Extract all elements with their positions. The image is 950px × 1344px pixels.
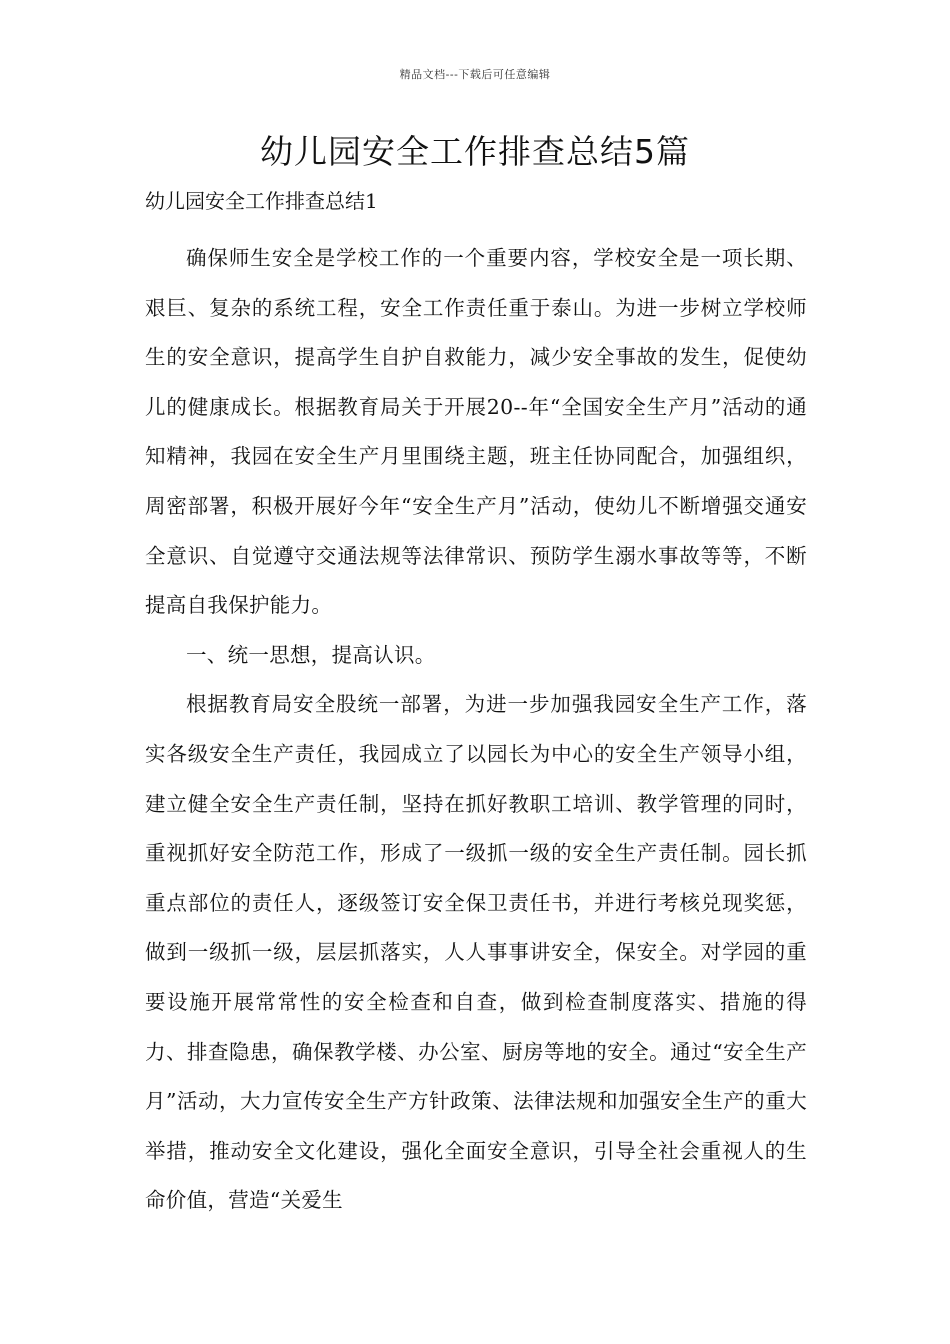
section-heading: 一、统一思想，提高认识。	[186, 642, 436, 667]
header-note: 精品文档---下载后可任意编辑	[399, 68, 551, 81]
document-title: 幼儿园安全工作排查总结5篇	[260, 132, 690, 171]
section-subtitle: 幼儿园安全工作排查总结1	[145, 189, 378, 213]
paragraph-section-one: 根据教育局安全股统一部署，为进一步加强我园安全生产工作，落实各级安全生产责任，我园成立了以园长为中心的安全生产领导小组，建立健全安全生产责任制，坚持在抓好教职工培训、教学管理的同时，重视抓好安全防范工作，形成了一级抓一级的安全生产责任制。园长抓重点部位的责任人，逐级签订安全保卫责任书，并进行考核兑现奖惩，做到一级抓一级，层层抓落实，人人事事讲安全，保安全。对学园的重要设施开展常常性的安全检查和自查，做到检查制度落实、措施的得力、排查隐患，确保教学楼、办公室、厨房等地的安全。通过“安全生产月”活动，大力宣传安全生产方针政策、法律法规和加强安全生产的重大举措，推动安全文化建设，强化全面安全意识，引导全社会重视人的生命价值，营造“关爱生	[145, 692, 807, 1213]
document-body	[145, 234, 807, 1226]
paragraph-intro: 确保师生安全是学校工作的一个重要内容，学校安全是一项长期、艰巨、复杂的系统工程，安全工作责任重于泰山。为进一步树立学校师生的安全意识，提高学生自护自救能力，减少安全事故的发生，促使幼儿的健康成长。根据教育局关于开展20--年“全国安全生产月”活动的通知精神，我园在安全生产月里围绕主题，班主任协同配合，加强组织，周密部署，积极开展好今年“安全生产月”活动，使幼儿不断增强交通安全意识、自觉遵守交通法规等法律常识、预防学生溺水事故等等，不断提高自我保护能力。	[145, 246, 807, 618]
